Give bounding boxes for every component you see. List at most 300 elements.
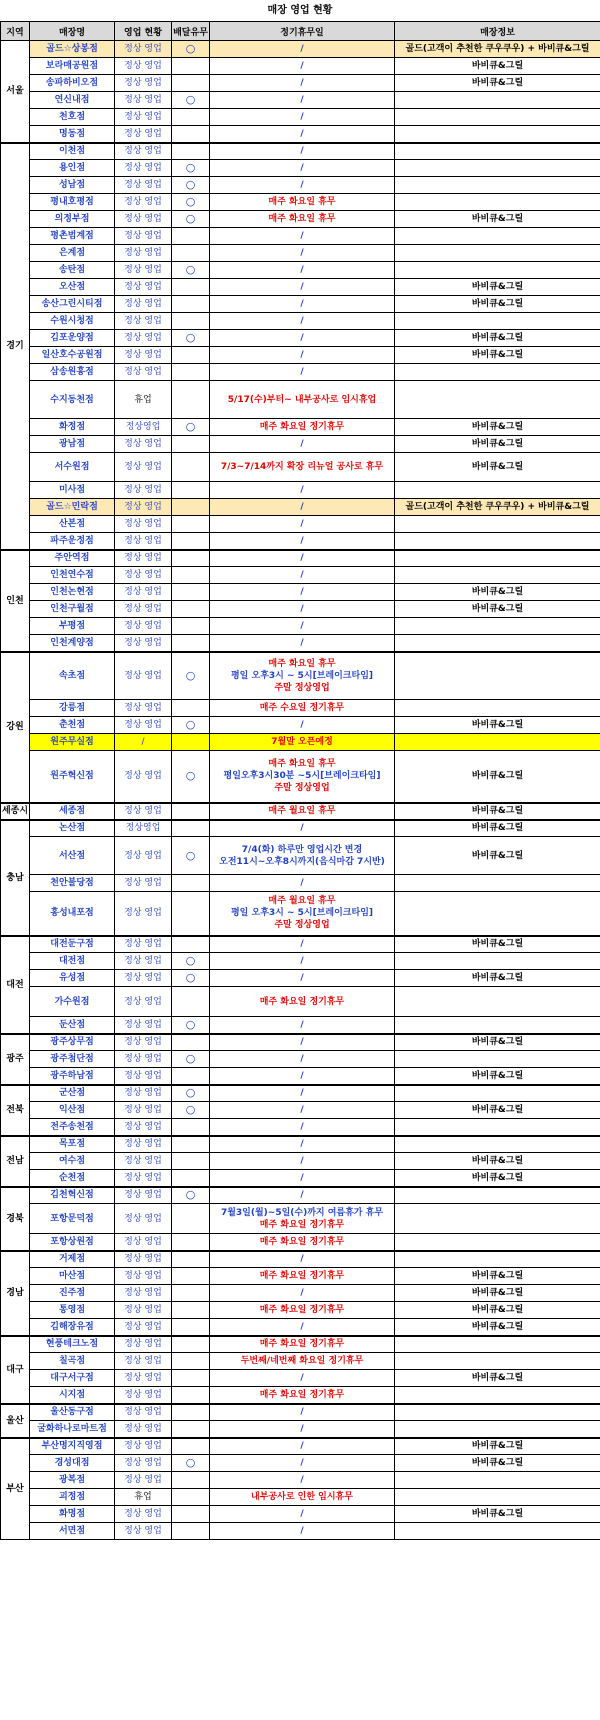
status-cell: 정상 영업	[115, 1136, 172, 1153]
region-cell: 경기	[1, 143, 30, 550]
delivery-circle-icon: ○	[185, 178, 196, 191]
table-row	[1, 1438, 600, 1455]
store-name: 수지동천점	[30, 381, 115, 419]
holiday-cell	[210, 1472, 395, 1489]
status-cell: 휴업	[115, 1489, 172, 1506]
delivery-cell	[172, 262, 210, 279]
holiday-line: /	[300, 439, 304, 449]
store-name: 명동점	[30, 126, 115, 143]
table-row	[1, 837, 600, 875]
status-cell: 정상 영업	[115, 1336, 172, 1353]
delivery-circle-icon: ○	[185, 1103, 196, 1116]
status-cell: 정상 영업	[115, 143, 172, 160]
store-info: 바비큐&그릴	[395, 1438, 600, 1455]
holiday-cell	[210, 245, 395, 262]
store-info	[395, 245, 600, 262]
store-name: 골드☆민락점	[30, 499, 115, 516]
store-rows	[1, 41, 600, 1540]
holiday-cell	[210, 1506, 395, 1523]
delivery-circle-icon: ○	[185, 1052, 196, 1065]
delivery-cell	[172, 228, 210, 245]
holiday-line: /	[300, 367, 304, 377]
table-row	[1, 533, 600, 550]
holiday-line: 7/3~7/14까지 확장 리뉴얼 공사로 휴무	[220, 462, 384, 472]
delivery-cell	[172, 1251, 210, 1268]
table-row	[1, 279, 600, 296]
delivery-cell	[172, 1472, 210, 1489]
store-name: 포항상원점	[30, 1234, 115, 1251]
table-row	[1, 211, 600, 228]
store-info: 바비큐&그릴	[395, 347, 600, 364]
store-name: 은계점	[30, 245, 115, 262]
status-cell: 정상 영업	[115, 652, 172, 700]
status-cell: 정상 영업	[115, 875, 172, 892]
status-cell: 정상 영업	[115, 499, 172, 516]
holiday-cell	[210, 1102, 395, 1119]
store-name: 일산호수공원점	[30, 347, 115, 364]
holiday-cell	[210, 228, 395, 245]
delivery-cell	[172, 652, 210, 700]
delivery-circle-icon: ○	[185, 971, 196, 984]
holiday-line: /	[300, 637, 304, 648]
holiday-cell	[210, 1268, 395, 1285]
store-info: 골드(고객이 추천한 쿠우쿠우) + 바비큐&그릴	[395, 41, 600, 58]
status-cell: 정상 영업	[115, 1302, 172, 1319]
delivery-cell	[172, 837, 210, 875]
holiday-cell	[210, 1170, 395, 1187]
store-info	[395, 652, 600, 700]
table-row	[1, 177, 600, 194]
store-name: 원주무실점	[30, 734, 115, 751]
table-row	[1, 936, 600, 953]
store-name: 익산점	[30, 1102, 115, 1119]
delivery-cell	[172, 1319, 210, 1336]
status-cell: 정상 영업	[115, 803, 172, 820]
delivery-circle-icon: ○	[185, 42, 196, 55]
holiday-line: 매주 수요일 정기휴무	[259, 703, 345, 713]
table-row	[1, 1370, 600, 1387]
delivery-cell	[172, 453, 210, 482]
holiday-cell	[210, 618, 395, 635]
store-name: 미사점	[30, 482, 115, 499]
delivery-cell	[172, 751, 210, 803]
holiday-cell	[210, 1085, 395, 1102]
store-name: 유성점	[30, 970, 115, 987]
table-row	[1, 550, 600, 567]
delivery-cell	[172, 1421, 210, 1438]
store-info: 바비큐&그릴	[395, 1102, 600, 1119]
store-name: 천안불당점	[30, 875, 115, 892]
holiday-line: /	[300, 1139, 304, 1150]
store-info: 골드(고객이 추천한 쿠우쿠우) + 바비큐&그릴	[395, 499, 600, 516]
holiday-cell	[210, 453, 395, 482]
table-row	[1, 892, 600, 936]
table-row	[1, 1268, 600, 1285]
store-info	[395, 700, 600, 717]
store-info: 바비큐&그릴	[395, 1170, 600, 1187]
store-name: 굴화하나로마트점	[30, 1421, 115, 1438]
store-info: 바비큐&그릴	[395, 211, 600, 228]
table-row	[1, 245, 600, 262]
delivery-cell	[172, 892, 210, 936]
store-name: 부산명지직영점	[30, 1438, 115, 1455]
holiday-line: 매주 월요일 휴무	[268, 806, 336, 816]
delivery-cell	[172, 419, 210, 436]
store-name: 광주첨단점	[30, 1051, 115, 1068]
holiday-line: /	[300, 553, 304, 564]
table-row	[1, 1234, 600, 1251]
status-cell: 정상 영업	[115, 1421, 172, 1438]
holiday-cell	[210, 803, 395, 820]
holiday-cell	[210, 58, 395, 75]
holiday-cell	[210, 436, 395, 453]
store-info: 바비큐&그릴	[395, 820, 600, 837]
holiday-cell	[210, 875, 395, 892]
status-cell: 정상 영업	[115, 1506, 172, 1523]
delivery-cell	[172, 41, 210, 58]
status-cell: 정상 영업	[115, 751, 172, 803]
store-name: 대구서구점	[30, 1370, 115, 1387]
store-info: 바비큐&그릴	[395, 58, 600, 75]
status-cell: 정상 영업	[115, 1119, 172, 1136]
delivery-cell	[172, 92, 210, 109]
holiday-cell	[210, 419, 395, 436]
table-row	[1, 717, 600, 734]
store-info	[395, 1472, 600, 1489]
holiday-line: 주말 정상영업	[274, 783, 330, 794]
delivery-cell	[172, 953, 210, 970]
delivery-cell	[172, 109, 210, 126]
store-info	[395, 109, 600, 126]
store-name: 의정부점	[30, 211, 115, 228]
holiday-line: 7월말 오픈예정	[271, 737, 333, 747]
holiday-line: /	[300, 720, 304, 730]
delivery-circle-icon: ○	[185, 1456, 196, 1469]
delivery-cell	[172, 436, 210, 453]
status-cell: 정상 영업	[115, 262, 172, 279]
store-name: 삼송원흥점	[30, 364, 115, 381]
holiday-cell	[210, 1387, 395, 1404]
delivery-cell	[172, 936, 210, 953]
delivery-circle-icon: ○	[185, 1188, 196, 1202]
store-name: 이천점	[30, 143, 115, 160]
table-row	[1, 143, 600, 160]
holiday-line: /	[300, 1054, 304, 1064]
delivery-cell	[172, 482, 210, 499]
holiday-cell	[210, 734, 395, 751]
store-name: 칠곡점	[30, 1353, 115, 1370]
store-name: 광남점	[30, 436, 115, 453]
store-info	[395, 892, 600, 936]
status-cell: 정상 영업	[115, 1153, 172, 1170]
store-name: 오산점	[30, 279, 115, 296]
store-info	[395, 1489, 600, 1506]
holiday-cell	[210, 381, 395, 419]
status-cell: 정상 영업	[115, 1472, 172, 1489]
status-cell: 정상 영업	[115, 177, 172, 194]
delivery-cell	[172, 1085, 210, 1102]
holiday-line: /	[300, 1105, 304, 1115]
status-cell: 정상 영업	[115, 211, 172, 228]
holiday-cell	[210, 1302, 395, 1319]
status-cell: 정상 영업	[115, 1455, 172, 1472]
delivery-cell	[172, 516, 210, 533]
store-name: 송파하비오점	[30, 75, 115, 92]
holiday-line: 매주 화요일 정기휴무	[259, 1271, 345, 1281]
store-info: 바비큐&그릴	[395, 751, 600, 803]
table-row	[1, 1102, 600, 1119]
status-cell: 정상 영업	[115, 1085, 172, 1102]
delivery-cell	[172, 1119, 210, 1136]
delivery-cell	[172, 820, 210, 837]
store-info: 바비큐&그릴	[395, 1153, 600, 1170]
holiday-cell	[210, 550, 395, 567]
store-name: 현풍테크노점	[30, 1336, 115, 1353]
status-cell: 정상 영업	[115, 1102, 172, 1119]
holiday-cell	[210, 160, 395, 177]
store-info	[395, 1523, 600, 1540]
table-row	[1, 1455, 600, 1472]
holiday-line: 오전11시~오후8시까지(음식마감 7시반)	[219, 856, 385, 867]
table-row	[1, 734, 600, 751]
table-row	[1, 1353, 600, 1370]
delivery-cell	[172, 1285, 210, 1302]
table-row	[1, 1302, 600, 1319]
store-info	[395, 1234, 600, 1251]
table-row	[1, 1506, 600, 1523]
header-store-info: 매장정보	[395, 22, 600, 41]
holiday-cell	[210, 313, 395, 330]
holiday-cell	[210, 1136, 395, 1153]
holiday-cell	[210, 1251, 395, 1268]
holiday-line: /	[300, 282, 304, 292]
store-name: 괴정점	[30, 1489, 115, 1506]
table-row	[1, 1251, 600, 1268]
status-cell: 정상 영업	[115, 700, 172, 717]
status-cell: 정상 영업	[115, 1251, 172, 1268]
status-cell: 정상 영업	[115, 1187, 172, 1204]
status-cell: 정상 영업	[115, 584, 172, 601]
status-cell: 정상 영업	[115, 296, 172, 313]
status-cell: 정상 영업	[115, 970, 172, 987]
table-row	[1, 228, 600, 245]
delivery-cell	[172, 381, 210, 419]
holiday-line: /	[300, 1037, 304, 1048]
delivery-cell	[172, 1489, 210, 1506]
holiday-cell	[210, 1421, 395, 1438]
holiday-cell	[210, 820, 395, 837]
holiday-line: /	[300, 878, 304, 888]
table-row	[1, 126, 600, 143]
delivery-cell	[172, 875, 210, 892]
store-name: 연신내점	[30, 92, 115, 109]
holiday-cell	[210, 987, 395, 1017]
store-name: 둔산점	[30, 1017, 115, 1034]
store-info	[395, 516, 600, 533]
delivery-cell	[172, 245, 210, 262]
status-cell: 정상 영업	[115, 635, 172, 652]
store-info: 바비큐&그릴	[395, 717, 600, 734]
store-info	[395, 160, 600, 177]
status-cell: 정상영업	[115, 419, 172, 436]
store-info: 바비큐&그릴	[395, 1285, 600, 1302]
holiday-line: /	[300, 1070, 304, 1081]
table-row	[1, 1136, 600, 1153]
holiday-line: /	[300, 78, 304, 88]
holiday-cell	[210, 953, 395, 970]
holiday-line: /	[300, 180, 304, 190]
store-info: 바비큐&그릴	[395, 1034, 600, 1051]
store-info	[395, 482, 600, 499]
holiday-line: 매주 화요일 휴무	[268, 759, 336, 770]
store-info: 바비큐&그릴	[395, 1455, 600, 1472]
region-cell: 울산	[1, 1404, 30, 1438]
holiday-cell	[210, 1051, 395, 1068]
store-name: 용인점	[30, 160, 115, 177]
holiday-line: /	[300, 1407, 304, 1418]
holiday-line: /	[300, 1526, 304, 1536]
holiday-cell	[210, 601, 395, 618]
delivery-circle-icon: ○	[185, 420, 196, 433]
delivery-circle-icon: ○	[185, 1017, 196, 1031]
store-info	[395, 533, 600, 550]
holiday-cell	[210, 1234, 395, 1251]
store-name: 포항문덕점	[30, 1204, 115, 1234]
store-name: 경성대점	[30, 1455, 115, 1472]
store-info	[395, 1421, 600, 1438]
holiday-line: 7월3일(월)~5일(수)까지 여름휴가 휴무	[220, 1207, 384, 1218]
delivery-cell	[172, 1051, 210, 1068]
store-name: 춘천점	[30, 717, 115, 734]
delivery-cell	[172, 1034, 210, 1051]
holiday-line: /	[300, 1288, 304, 1298]
region-cell: 세종시	[1, 803, 30, 820]
store-name: 세종점	[30, 803, 115, 820]
table-row	[1, 1170, 600, 1187]
store-info: 바비큐&그릴	[395, 330, 600, 347]
header-store-name: 매장명	[30, 22, 115, 41]
table-row	[1, 41, 600, 58]
status-cell: 정상 영업	[115, 453, 172, 482]
status-cell: 정상 영업	[115, 1404, 172, 1421]
status-cell: 정상 영업	[115, 126, 172, 143]
holiday-line: /	[300, 95, 304, 105]
holiday-cell	[210, 1153, 395, 1170]
holiday-line: 매주 화요일 정기휴무	[259, 422, 345, 432]
store-name: 인천계양점	[30, 635, 115, 652]
table-row	[1, 330, 600, 347]
store-info	[395, 126, 600, 143]
holiday-line: /	[300, 823, 304, 834]
store-info: 바비큐&그릴	[395, 1370, 600, 1387]
store-name: 평내호평점	[30, 194, 115, 211]
status-cell: 정상 영업	[115, 533, 172, 550]
holiday-cell	[210, 41, 395, 58]
status-cell: 정상 영업	[115, 1170, 172, 1187]
holiday-cell	[210, 635, 395, 652]
table-row	[1, 347, 600, 364]
status-cell: 정상 영업	[115, 1234, 172, 1251]
holiday-cell	[210, 1034, 395, 1051]
region-cell: 광주	[1, 1034, 30, 1085]
table-row	[1, 635, 600, 652]
status-cell: 정상 영업	[115, 1204, 172, 1234]
holiday-line: 매주 화요일 휴무	[268, 214, 336, 224]
holiday-line: 매주 화요일 정기휴무	[259, 1389, 345, 1400]
holiday-line: /	[300, 587, 304, 597]
status-cell: 정상 영업	[115, 1268, 172, 1285]
delivery-cell	[172, 1170, 210, 1187]
delivery-cell	[172, 126, 210, 143]
status-cell: 정상 영업	[115, 550, 172, 567]
status-cell: 정상 영업	[115, 837, 172, 875]
delivery-cell	[172, 1404, 210, 1421]
status-cell: 정상 영업	[115, 75, 172, 92]
status-cell: 정상 영업	[115, 1017, 172, 1034]
table-row	[1, 803, 600, 820]
holiday-line: 매주 화요일 정기휴무	[259, 1339, 345, 1350]
store-info	[395, 1017, 600, 1034]
delivery-cell	[172, 1370, 210, 1387]
holiday-line: 매주 화요일 휴무	[268, 658, 336, 669]
holiday-line: /	[300, 1373, 304, 1383]
delivery-cell	[172, 635, 210, 652]
status-cell: 정상 영업	[115, 1034, 172, 1051]
store-info	[395, 381, 600, 419]
holiday-line: 평일 오후3시 ~ 5시[브레이크타임]	[230, 908, 374, 919]
store-name: 여수점	[30, 1153, 115, 1170]
status-cell: 정상 영업	[115, 1438, 172, 1455]
delivery-cell	[172, 550, 210, 567]
table-row	[1, 75, 600, 92]
delivery-cell	[172, 1353, 210, 1370]
table-row	[1, 419, 600, 436]
delivery-cell	[172, 177, 210, 194]
store-name: 홍성내포점	[30, 892, 115, 936]
status-cell: 정상 영업	[115, 245, 172, 262]
store-info	[395, 875, 600, 892]
region-cell: 전북	[1, 1085, 30, 1136]
holiday-line: /	[300, 1475, 304, 1485]
holiday-cell	[210, 1353, 395, 1370]
holiday-line: /	[300, 502, 304, 512]
store-name: 김천혁신점	[30, 1187, 115, 1204]
store-info	[395, 262, 600, 279]
delivery-cell	[172, 1438, 210, 1455]
status-cell: 정상 영업	[115, 364, 172, 381]
holiday-line: 내부공사로 인한 임시휴무	[251, 1492, 353, 1502]
holiday-line: 평일 오후3시 ~ 5시[브레이크타임]	[230, 670, 374, 681]
store-table	[0, 21, 600, 1540]
store-name: 광주하남점	[30, 1068, 115, 1085]
delivery-cell	[172, 160, 210, 177]
holiday-line: /	[300, 519, 304, 529]
delivery-cell	[172, 1506, 210, 1523]
holiday-line: /	[300, 1254, 304, 1265]
delivery-cell	[172, 1234, 210, 1251]
store-info	[395, 1353, 600, 1370]
table-row	[1, 1051, 600, 1068]
status-cell: 정상 영업	[115, 194, 172, 211]
status-cell: 정상 영업	[115, 58, 172, 75]
store-name: 군산점	[30, 1085, 115, 1102]
holiday-line: 평일오후3시30분 ~5시[브레이크타임]	[223, 771, 381, 782]
holiday-line: /	[300, 956, 304, 966]
region-cell: 인천	[1, 550, 30, 652]
holiday-line: /	[300, 1321, 304, 1332]
store-name: 대전점	[30, 953, 115, 970]
delivery-circle-icon: ○	[185, 93, 196, 106]
